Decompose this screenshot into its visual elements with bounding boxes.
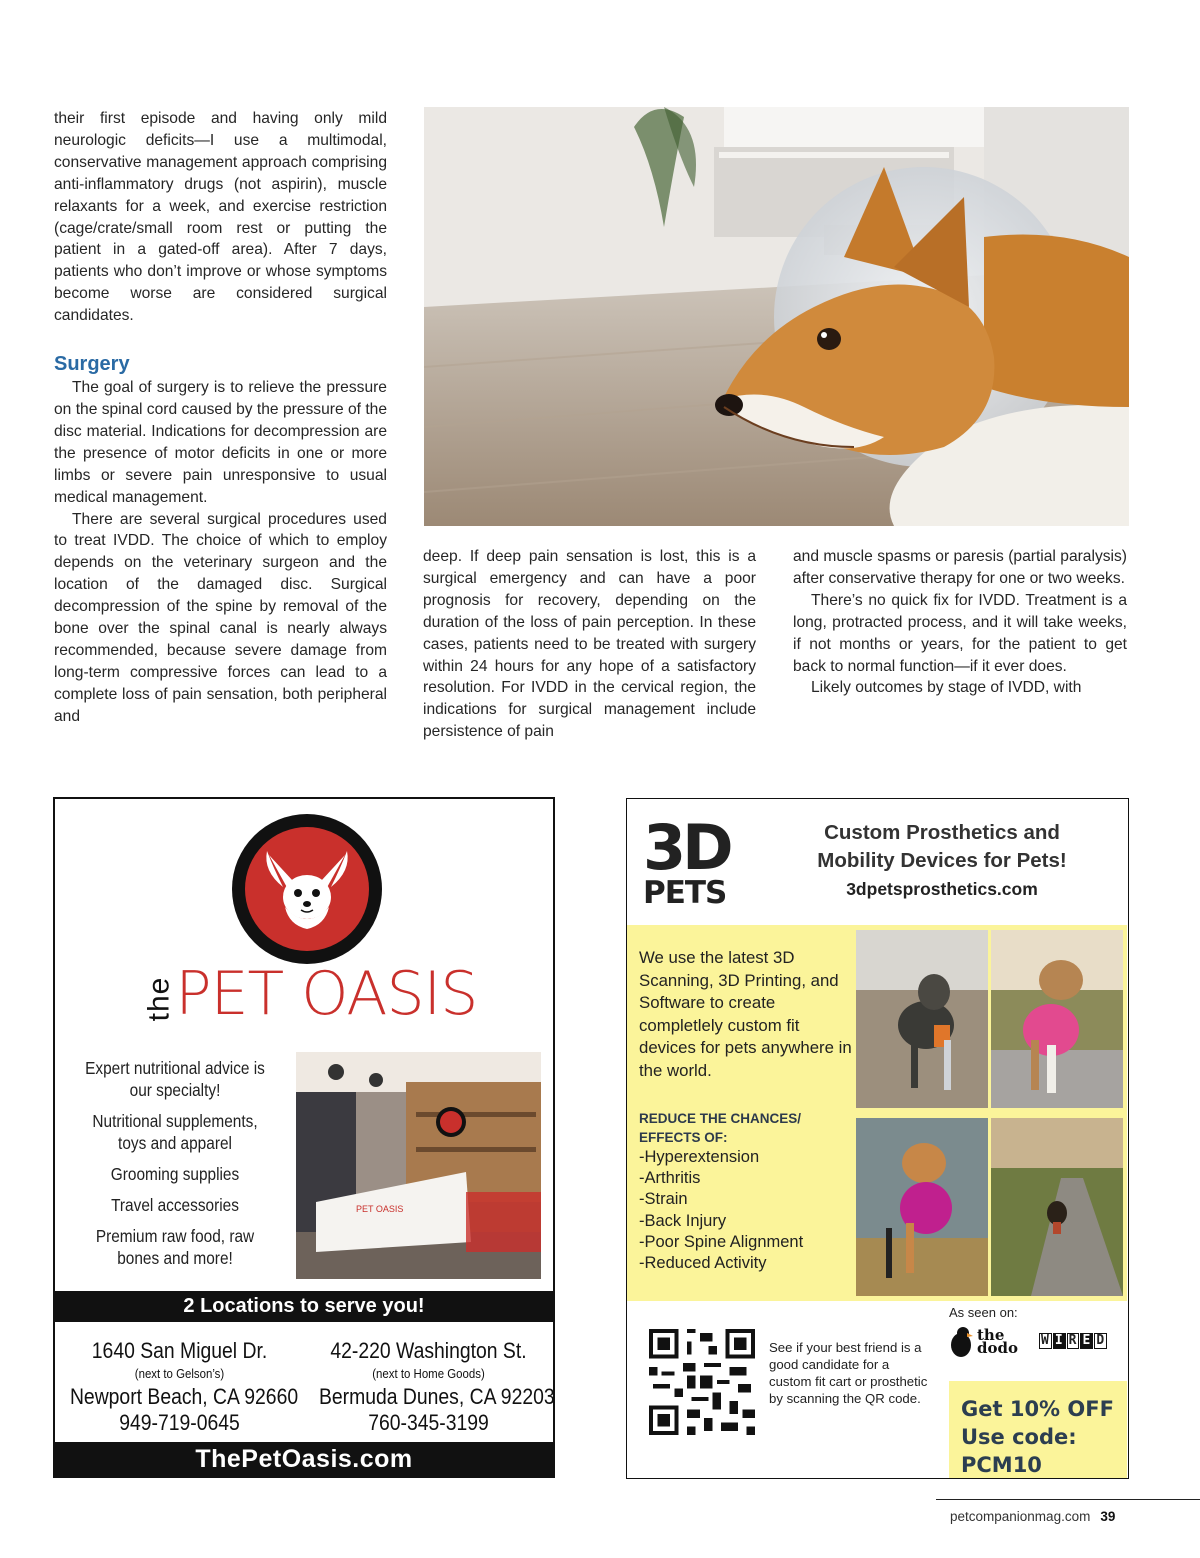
feature-item: Grooming supplies: [110, 1164, 240, 1184]
wired-letter: R: [1068, 1333, 1078, 1348]
page-footer: [950, 1509, 1115, 1524]
wired-letter: I: [1054, 1333, 1064, 1348]
locations-banner: 2 Locations to serve you!: [55, 1291, 553, 1322]
dog-photo-park: [991, 930, 1123, 1108]
feature-list: [78, 1057, 272, 1278]
corgi-cone-photo: [424, 107, 1129, 526]
article-paragraph: There are several surgical procedures used to treat IVDD. The choice of which to employ depends on the veterinary surgeon and the location of the damaged disc. Surgical decompression of the spine by removal of the bone over the spinal canal is nearly always recommended, because severe damage from long-term compressive forces can lead to a complete loss of pain sensation, both peripheral and: [54, 510, 387, 725]
location-note: (next to Home Goods): [372, 1366, 485, 1381]
pet-oasis-website: ThePetOasis.com: [55, 1442, 553, 1476]
brand-the: the: [142, 976, 176, 1022]
reduce-item: -Reduced Activity: [639, 1254, 767, 1273]
promo-code: PCM10: [961, 1453, 1042, 1477]
reduce-item: -Poor Spine Alignment: [639, 1232, 804, 1251]
feature-item: Expert nutritional advice is our specialty!: [85, 1058, 265, 1100]
location-street: 42-220 Washington St.: [330, 1338, 527, 1363]
tagline-line: Custom Prosthetics and: [824, 821, 1060, 844]
location-newport-beach: [55, 1337, 304, 1436]
reduce-heading: EFFECTS OF:: [639, 1130, 728, 1145]
feature-item: Nutritional supplements, toys and apparel: [92, 1111, 258, 1153]
article-paragraph: and muscle spasms or paresis (partial paralysis) after conservative therapy for one or two weeks.: [793, 548, 1127, 587]
dodo-text: the: [977, 1326, 1005, 1344]
article-paragraph: their first episode and having only mild neurologic deficits—I use a multimodal, conservative management approach comprising anti-inflammatory drugs (not aspirin), muscle relaxants for a week, and exercise restriction (cage/crate/small room rest or putting the patient in a gated-off area). After 7 days, patients who don’t improve or whose symptoms become worse are considered surgical candidates.: [54, 110, 387, 325]
store-interior-photo: [296, 1052, 541, 1279]
location-city: Bermuda Dunes, CA 92203: [318, 1384, 555, 1409]
article-column-1: [54, 108, 387, 728]
footer-site: petcompanionmag.com: [950, 1509, 1091, 1524]
qr-code-icon: [649, 1329, 755, 1435]
store-sign: PET OASIS: [356, 1204, 404, 1214]
article-column-3: [793, 546, 1127, 699]
promo-line: Get 10% OFF: [961, 1397, 1114, 1421]
logo-pets: PETS: [643, 875, 727, 911]
tagline-line: Mobility Devices for Pets!: [817, 849, 1067, 872]
dog-photo-beach: [856, 930, 988, 1108]
article-paragraph: There’s no quick fix for IVDD. Treatment is a long, protracted process, and it will take weeks, if not months or years, for the patient to get back to normal function—if it ever does.: [793, 591, 1127, 675]
page-number: 39: [1100, 1509, 1116, 1524]
pets3d-intro: We use the latest 3D Scanning, 3D Printing, and Software to create completlely custom fit devices for pets anywhere in the world.: [639, 948, 852, 1080]
the-dodo-logo: [949, 1325, 1018, 1359]
location-city: Newport Beach, CA 92660: [69, 1384, 299, 1409]
feature-item: Premium raw food, raw bones and more!: [95, 1226, 255, 1268]
pets3d-logo: [643, 811, 739, 911]
reduce-item: -Back Injury: [639, 1211, 727, 1230]
reduce-heading: REDUCE THE CHANCES/: [639, 1111, 802, 1126]
dodo-text: dodo: [977, 1339, 1018, 1357]
dog-photo-grid: [856, 930, 1125, 1296]
dodo-bird-icon: [949, 1325, 973, 1359]
article-paragraph: deep. If deep pain sensation is lost, this is a surgical emergency and can have a poor prognosis for recovery, depending on the duration of the loss of pain perception. In these cases, patients need to be treated with surgery within 24 hours for any hope of a satisfactory resolution. For IVDD in the cervical region, the indications for surgical management include persistence of pain: [423, 548, 756, 741]
pets3d-tagline: [787, 819, 1097, 875]
location-bermuda-dunes: [304, 1337, 553, 1436]
location-phone: 949-719-0645: [119, 1410, 240, 1435]
section-heading-surgery: Surgery: [54, 353, 130, 376]
promo-line: Use code:: [961, 1425, 1077, 1449]
brand-name: PET OASIS: [175, 959, 478, 1029]
wired-letter: E: [1082, 1333, 1092, 1348]
chihuahua-logo-icon: [232, 814, 382, 964]
article-paragraph: Likely outcomes by stage of IVDD, with: [811, 679, 1082, 697]
article-paragraph: The goal of surgery is to relieve the pressure on the spinal cord caused by the pressure of the disc material. Indications for decompression are the presence of motor deficits in one or more limbs or severe pain unresponsive to usual medical management.: [54, 379, 387, 506]
pets3d-feature-panel: [627, 925, 1127, 1301]
dog-photo-harness: [856, 1118, 988, 1296]
reduce-item: -Arthritis: [639, 1169, 701, 1188]
wired-letter: D: [1096, 1333, 1106, 1348]
logo-3d: 3D: [643, 811, 730, 884]
pets3d-ad: [626, 798, 1129, 1479]
as-seen-on-label: As seen on:: [949, 1305, 1018, 1320]
dog-photo-trail: [991, 1118, 1123, 1296]
reduce-item: -Strain: [639, 1190, 688, 1209]
pet-oasis-ad: [53, 797, 555, 1478]
reduce-list: [639, 1109, 857, 1274]
location-street: 1640 San Miguel Dr.: [91, 1338, 268, 1363]
promo-code-box: [949, 1381, 1127, 1478]
location-note: (next to Gelson’s): [134, 1366, 225, 1381]
reduce-item: -Hyperextension: [639, 1148, 760, 1166]
feature-item: Travel accessories: [111, 1195, 239, 1215]
location-phone: 760-345-3199: [368, 1410, 489, 1435]
qr-description: See if your best friend is a good candidate for a custom fit cart or prosthetic by scanning the QR code.: [769, 1340, 928, 1406]
wired-logo: [1039, 1333, 1108, 1349]
wired-letter: W: [1041, 1333, 1050, 1348]
pet-oasis-wordmark: [55, 959, 553, 1039]
pets3d-website: 3dpetsprosthetics.com: [846, 879, 1038, 899]
footer-rule: [936, 1499, 1200, 1500]
article-column-2: [423, 546, 756, 743]
